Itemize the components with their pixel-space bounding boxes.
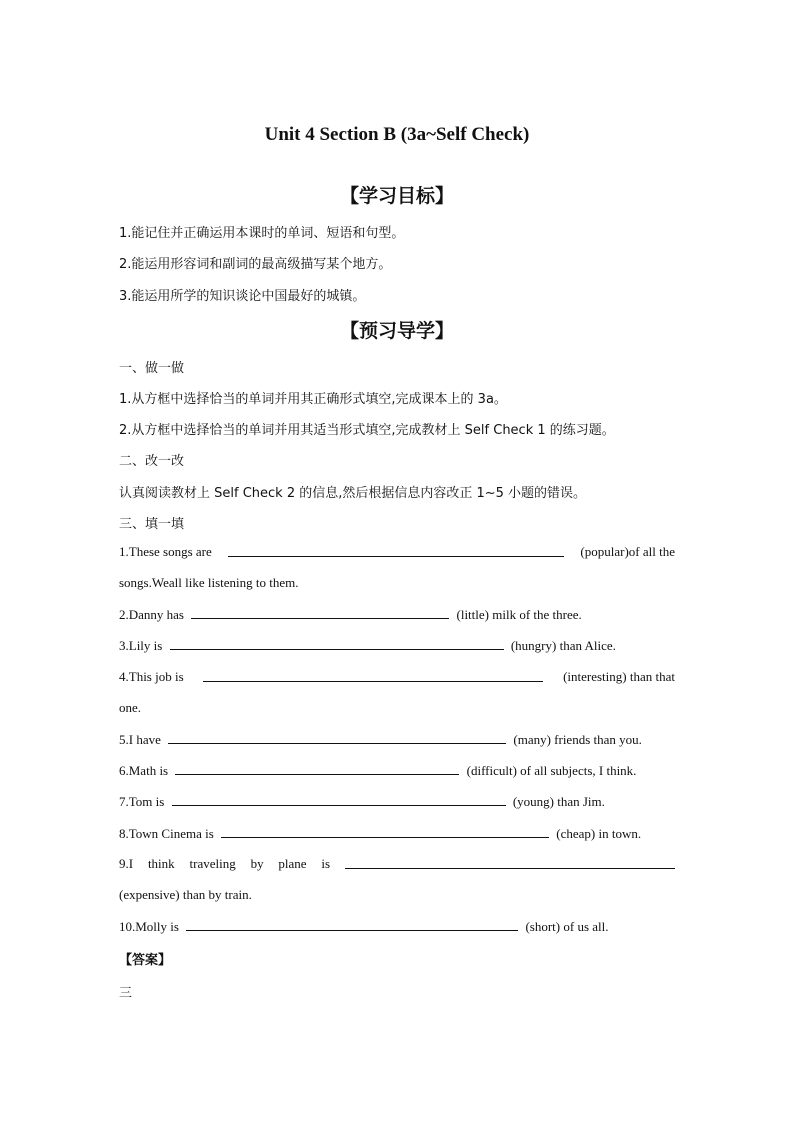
- q1-suffix: (popular)of all the: [580, 544, 675, 559]
- q9-word-2: think: [147, 856, 175, 871]
- q9-blank[interactable]: [345, 856, 675, 869]
- question-5: [119, 731, 675, 748]
- page-title: Unit 4 Section B (3a~Self Check): [264, 124, 530, 145]
- section-2-title: 二、改一改: [119, 454, 185, 469]
- section-1-item-2: 2.从方框中选择恰当的单词并用其适当形式填空,完成教材上 Self Check 1 的练习题。: [119, 423, 615, 438]
- q4-blank[interactable]: [203, 669, 543, 682]
- q1-blank[interactable]: [228, 544, 564, 557]
- q8-suffix: (cheap) in town.: [556, 826, 642, 841]
- q2-suffix: (little) milk of the three.: [456, 607, 582, 622]
- question-1: [119, 544, 675, 560]
- q3-blank[interactable]: [170, 637, 504, 650]
- question-4: [119, 669, 675, 685]
- q6-suffix: (difficult) of all subjects, I think.: [466, 763, 637, 778]
- q7-blank[interactable]: [172, 793, 506, 806]
- question-7: [119, 793, 675, 810]
- q6-blank[interactable]: [175, 762, 459, 775]
- goal-2: 2.能运用形容词和副词的最高级描写某个地方。: [119, 257, 392, 272]
- q5-blank[interactable]: [168, 731, 506, 744]
- q7-suffix: (young) than Jim.: [512, 794, 605, 809]
- q4-suffix: (interesting) than that: [563, 669, 675, 684]
- answer-label: 【答案】: [119, 953, 172, 968]
- q3-prefix: 3.Lily is: [119, 638, 163, 653]
- q2-blank[interactable]: [191, 606, 449, 619]
- q5-prefix: 5.I have: [119, 732, 161, 747]
- heading-learning-goals: 【学习目标】: [339, 185, 454, 207]
- q9-word-4: by: [250, 856, 264, 871]
- q9-word-1: 9.I: [119, 856, 134, 871]
- goal-3: 3.能运用所学的知识谈论中国最好的城镇。: [119, 289, 366, 304]
- question-10: [119, 918, 675, 935]
- question-9: [119, 856, 675, 872]
- q1-prefix: 1.These songs are: [119, 544, 212, 559]
- section-1-item-1: 1.从方框中选择恰当的单词并用其正确形式填空,完成课本上的 3a。: [119, 392, 507, 407]
- q8-prefix: 8.Town Cinema is: [119, 826, 214, 841]
- q9-word-5: plane: [278, 856, 307, 871]
- section-3-title: 三、填一填: [119, 517, 185, 532]
- q6-prefix: 6.Math is: [119, 763, 169, 778]
- question-2: [119, 606, 675, 623]
- q2-prefix: 2.Danny has: [119, 607, 184, 622]
- goal-1: 1.能记住并正确运用本课时的单词、短语和句型。: [119, 226, 405, 241]
- q1-continuation: songs.Weall like listening to them.: [119, 575, 299, 590]
- heading-preview: 【预习导学】: [339, 320, 454, 342]
- q10-blank[interactable]: [186, 918, 518, 931]
- q10-prefix: 10.Molly is: [119, 919, 179, 934]
- question-3: [119, 637, 675, 654]
- q9-word-3: traveling: [189, 856, 236, 871]
- answer-section-3: 三: [119, 986, 133, 1001]
- question-8: [119, 825, 675, 842]
- q8-blank[interactable]: [221, 825, 549, 838]
- q7-prefix: 7.Tom is: [119, 794, 165, 809]
- section-2-text: 认真阅读教材上 Self Check 2 的信息,然后根据信息内容改正 1~5 小题的错误。: [119, 486, 587, 501]
- question-6: [119, 762, 675, 779]
- q3-suffix: (hungry) than Alice.: [510, 638, 616, 653]
- q4-prefix: 4.This job is: [119, 669, 184, 684]
- q5-suffix: (many) friends than you.: [513, 732, 642, 747]
- q9-continuation: (expensive) than by train.: [119, 887, 252, 902]
- q10-suffix: (short) of us all.: [525, 919, 609, 934]
- section-1-title: 一、做一做: [119, 361, 185, 376]
- q4-continuation: one.: [119, 700, 142, 715]
- q9-word-6: is: [321, 856, 331, 871]
